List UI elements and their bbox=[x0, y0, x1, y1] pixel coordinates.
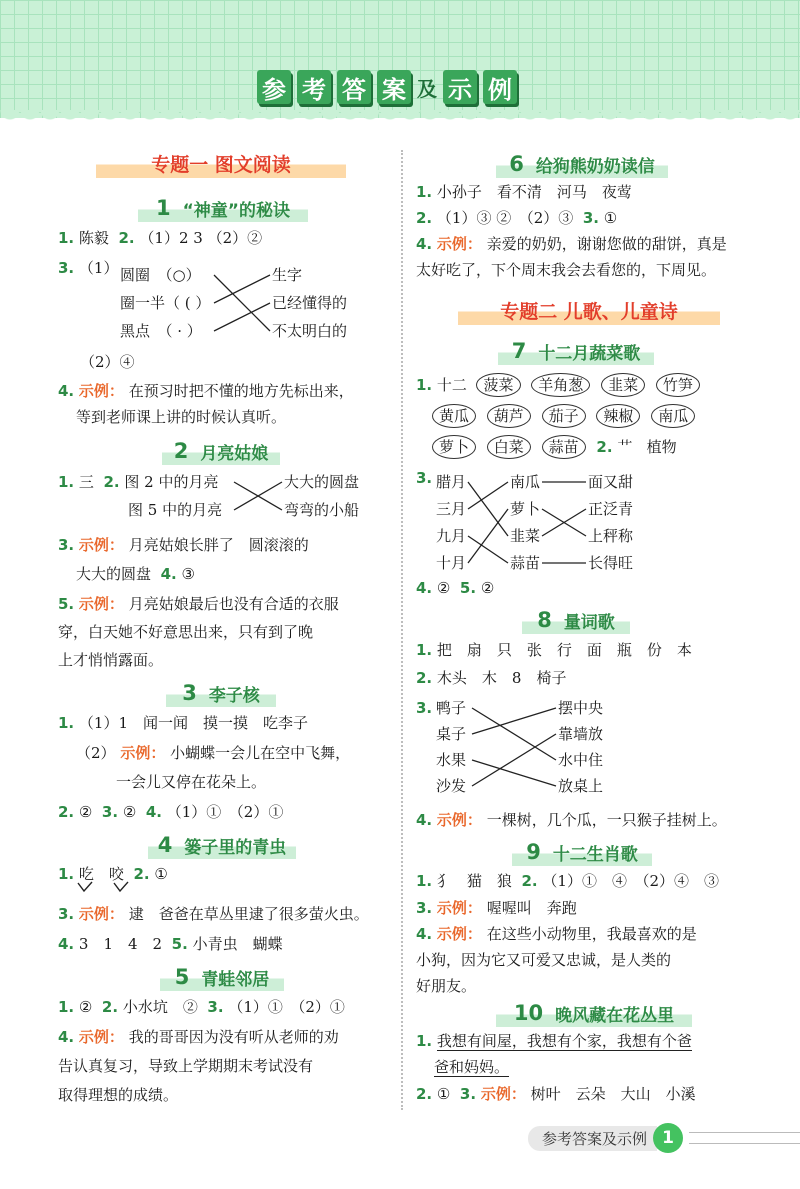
question-number: 2. bbox=[101, 998, 119, 1016]
question-number: 1. bbox=[58, 473, 75, 491]
answer-text: ② bbox=[436, 579, 451, 597]
match-right-item: 放桌上 bbox=[558, 777, 604, 795]
answer-text: 太好吃了，下个周末我会去看您的，下周见。 bbox=[416, 261, 717, 279]
question-number: 3. bbox=[58, 259, 75, 277]
question-number: 4. bbox=[145, 803, 162, 821]
answer-line bbox=[434, 1055, 509, 1079]
answer-text: 陈毅 bbox=[78, 229, 109, 247]
answer-line bbox=[416, 1082, 696, 1106]
question-number: 4. bbox=[416, 925, 433, 943]
answer-text: 小孙子 看不清 河马 夜莺 bbox=[436, 183, 632, 201]
answer-line bbox=[76, 562, 195, 586]
answer-text: 把 扇 只 张 行 面 瓶 份 本 bbox=[436, 641, 692, 659]
question-number: 2. bbox=[118, 229, 135, 247]
answer-text: 艹 bbox=[617, 438, 633, 456]
checkmark-icon bbox=[114, 882, 128, 891]
circled-word: 菠菜 bbox=[476, 373, 520, 397]
lesson-title: 月亮姑娘 bbox=[200, 443, 269, 464]
lesson-number: 1 bbox=[156, 196, 171, 220]
question-number: 1. bbox=[58, 998, 75, 1016]
lesson-title: 量词歌 bbox=[563, 612, 615, 633]
question-number: 3. bbox=[58, 536, 75, 554]
title-char: 示 bbox=[443, 70, 477, 104]
match-left-item: 圆圈 （○） bbox=[120, 266, 201, 284]
example-label: 示例： bbox=[78, 536, 124, 554]
answer-text: （1）① ④ （2）④ ③ bbox=[542, 872, 719, 890]
answer-text: （1）1 闻一闻 摸一摸 吃李子 bbox=[78, 714, 309, 732]
answer-text: ① bbox=[154, 865, 168, 883]
match-right-item: 摆中央 bbox=[558, 699, 604, 717]
topic-heading-2: 专题二 儿歌、儿童诗 bbox=[458, 295, 720, 325]
match-line bbox=[472, 760, 556, 786]
answer-text: 犭 猫 狼 bbox=[436, 872, 512, 890]
answer-text: （2）④ bbox=[80, 353, 135, 371]
page-number: 1 bbox=[653, 1123, 683, 1153]
question-number: 1. bbox=[58, 229, 75, 247]
example-label: 示例： bbox=[78, 905, 124, 923]
match-left-item: 沙发 bbox=[436, 777, 467, 795]
question-number: 1. bbox=[416, 376, 433, 394]
answer-line bbox=[58, 932, 283, 956]
question-number: 2. bbox=[133, 865, 150, 883]
match-line bbox=[472, 734, 556, 786]
answer-text: 喔喔叫 奔跑 bbox=[486, 899, 577, 917]
example-label: 示例： bbox=[436, 811, 482, 829]
circled-word: 羊角葱 bbox=[531, 373, 590, 397]
example-label: 示例： bbox=[120, 744, 166, 762]
lesson-title: “神童”的秘诀 bbox=[182, 200, 290, 221]
match-right-item: 正泛青 bbox=[588, 500, 634, 518]
answer-line bbox=[416, 922, 697, 946]
lesson-number: 9 bbox=[526, 840, 541, 864]
circled-word: 萝卜 bbox=[432, 435, 476, 459]
question-number: 5. bbox=[459, 579, 477, 597]
question-number: 4. bbox=[416, 235, 433, 253]
circled-word: 葫芦 bbox=[487, 404, 531, 428]
lesson-heading-10 bbox=[496, 999, 692, 1027]
answer-text: 告认真复习，导致上学期期末考试没有 bbox=[58, 1057, 314, 1075]
answer-line bbox=[416, 1029, 692, 1053]
match-left-item: 十月 bbox=[436, 554, 467, 572]
lesson-number: 6 bbox=[509, 152, 524, 176]
question-number: 2. bbox=[416, 209, 433, 227]
match-left-item: 腊月 bbox=[436, 473, 467, 491]
page-footer bbox=[528, 1125, 800, 1151]
circled-word: 竹笋 bbox=[656, 373, 700, 397]
footer-rule bbox=[689, 1132, 800, 1144]
circled-word: 辣椒 bbox=[596, 404, 640, 428]
answer-text: （1）① （2）① bbox=[228, 998, 345, 1016]
lesson-title: 十二生肖歌 bbox=[552, 844, 638, 865]
answer-text: 在预习时把不懂的地方先标出来， bbox=[128, 382, 354, 400]
match-right-item: 靠墙放 bbox=[558, 725, 604, 743]
answer-text: ② bbox=[480, 579, 495, 597]
answer-text: ② bbox=[78, 803, 93, 821]
question-number: 5. bbox=[58, 595, 75, 613]
question-number: 1. bbox=[416, 1032, 433, 1050]
checkmark-icon bbox=[78, 882, 92, 891]
answer-text: 爸和妈妈。 bbox=[434, 1058, 510, 1076]
answer-line bbox=[58, 995, 345, 1019]
match-right-item: 生字 bbox=[272, 266, 303, 284]
question-number: 4. bbox=[416, 579, 433, 597]
matching-lines bbox=[58, 0, 458, 600]
answer-text: 亲爱的奶奶，谢谢您做的甜饼，真是 bbox=[486, 235, 727, 253]
title-char: 例 bbox=[483, 70, 517, 104]
title-connector: 及 bbox=[417, 76, 437, 101]
answer-line bbox=[76, 741, 350, 765]
answer-line bbox=[58, 533, 309, 557]
lesson-title: 给狗熊奶奶读信 bbox=[535, 156, 655, 177]
checkmark-icons bbox=[76, 880, 136, 894]
question-number: 3. bbox=[58, 905, 75, 923]
topic-heading-1: 专题一 图文阅读 bbox=[96, 148, 346, 178]
title-char: 答 bbox=[337, 70, 371, 104]
answer-text: ① bbox=[603, 209, 618, 227]
match-mid-item: 南瓜 bbox=[510, 473, 541, 491]
match-right-item: 上秤称 bbox=[588, 527, 634, 545]
question-number: 2. bbox=[596, 438, 613, 456]
answer-text: 十二 bbox=[436, 376, 467, 394]
lesson-number: 7 bbox=[511, 339, 527, 363]
answer-text: 月亮姑娘最后也没有合适的衣服 bbox=[128, 595, 339, 613]
match-right-item: 面又甜 bbox=[588, 473, 634, 491]
question-number: 3. bbox=[459, 1085, 477, 1103]
lesson-number: 10 bbox=[513, 1001, 544, 1025]
answer-text: 等到老师课上讲的时候认真听。 bbox=[76, 408, 287, 426]
answer-text: （1）2 3 （2）② bbox=[139, 229, 263, 247]
answer-text: 上才悄悄露面。 bbox=[58, 651, 164, 669]
lesson-number: 8 bbox=[537, 608, 552, 632]
lesson-heading-5 bbox=[160, 963, 284, 991]
answer-text: 吃 咬 bbox=[78, 865, 124, 883]
match-left-item: 九月 bbox=[436, 527, 467, 545]
answer-text: 一棵树，几个瓜，一只猴子挂树上。 bbox=[486, 811, 727, 829]
match-right-item: 不太明白的 bbox=[272, 322, 348, 340]
answer-text: 小青虫 蝴蝶 bbox=[192, 935, 283, 953]
answer-line bbox=[58, 1025, 339, 1049]
example-label: 示例： bbox=[436, 235, 482, 253]
answer-text: ① bbox=[436, 1085, 451, 1103]
lesson-title: 青蛙邻居 bbox=[201, 969, 270, 990]
footer-label: 参考答案及示例 bbox=[528, 1126, 657, 1151]
question-number: 3. bbox=[416, 899, 433, 917]
example-label: 示例： bbox=[78, 595, 124, 613]
circled-word: 茄子 bbox=[542, 404, 586, 428]
question-number: 5. bbox=[171, 935, 188, 953]
example-label: 示例： bbox=[480, 1085, 526, 1103]
answer-text: 穿，白天她不好意思出来，只有到了晚 bbox=[58, 623, 314, 641]
question-number: 2. bbox=[416, 1085, 433, 1103]
lesson-title: 篓子里的青虫 bbox=[184, 837, 287, 858]
answer-text: 小蝴蝶一会儿在空中飞舞， bbox=[170, 744, 351, 762]
answer-line bbox=[58, 902, 369, 926]
lesson-title: 十二月蔬菜歌 bbox=[538, 343, 641, 364]
lesson-title: 李子核 bbox=[208, 685, 260, 706]
lesson-number: 4 bbox=[157, 833, 173, 857]
question-number-label: 3. bbox=[416, 699, 433, 717]
answer-text: 在这些小动物里，我最喜欢的是 bbox=[486, 925, 697, 943]
answer-text: 逮 爸爸在草丛里逮了很多萤火虫。 bbox=[128, 905, 369, 923]
question-number: 3. bbox=[207, 998, 224, 1016]
match-left-item: 三月 bbox=[436, 500, 467, 518]
question-number: 4. bbox=[58, 1028, 75, 1046]
answer-text: ② bbox=[78, 998, 93, 1016]
circled-word: 韭菜 bbox=[601, 373, 645, 397]
match-left-item: 水果 bbox=[436, 751, 467, 769]
question-number: 1. bbox=[416, 872, 433, 890]
answer-line bbox=[416, 808, 727, 832]
answer-text: 3 1 4 2 bbox=[78, 935, 163, 953]
match-right-item: 长得旺 bbox=[588, 554, 634, 572]
answer-text: 图 5 中的月亮 bbox=[128, 501, 223, 519]
example-label: 示例： bbox=[78, 1028, 124, 1046]
answer-text: 好朋友。 bbox=[416, 977, 477, 995]
answer-text: （1） bbox=[78, 259, 119, 277]
answer-text: （1）① （2）① bbox=[166, 803, 284, 821]
question-number: 1. bbox=[416, 183, 433, 201]
question-number: 1. bbox=[58, 714, 75, 732]
answer-text: 月亮姑娘长胖了 圆滚滚的 bbox=[128, 536, 309, 554]
answer-text: 我的哥哥因为没有听从老师的劝 bbox=[128, 1028, 339, 1046]
answer-text: 我想有间屋，我想有个家，我想有个爸 bbox=[436, 1032, 692, 1050]
answer-text: 大大的圆盘 bbox=[76, 565, 152, 583]
match-line bbox=[472, 708, 556, 760]
answer-text: 小狗，因为它又可爱又忠诚，是人类的 bbox=[416, 951, 672, 969]
question-number: 4. bbox=[58, 935, 75, 953]
lesson-heading-4 bbox=[148, 831, 296, 859]
answer-text: 小水坑 ② bbox=[122, 998, 198, 1016]
example-label: 示例： bbox=[436, 925, 482, 943]
title-char: 参 bbox=[257, 70, 291, 104]
question-number: 4. bbox=[160, 565, 177, 583]
match-right-item: 弯弯的小船 bbox=[284, 501, 360, 519]
answer-line bbox=[416, 896, 577, 920]
match-right-item: 已经懂得的 bbox=[272, 294, 348, 312]
answer-text: 三 bbox=[78, 473, 94, 491]
question-number: 2. bbox=[521, 872, 538, 890]
match-mid-item: 蒜苗 bbox=[510, 554, 541, 572]
match-right-item: 水中住 bbox=[558, 751, 604, 769]
answer-text: 一会儿又停在花朵上。 bbox=[116, 773, 267, 791]
question-number: 2. bbox=[103, 473, 120, 491]
answer-text: 图 2 中的月亮 bbox=[124, 473, 219, 491]
title-char: 考 bbox=[297, 70, 331, 104]
question-number: 4. bbox=[58, 382, 75, 400]
answer-line bbox=[416, 869, 719, 893]
question-number: 1. bbox=[58, 865, 75, 883]
lesson-heading-9 bbox=[512, 838, 652, 866]
answer-text: ② bbox=[122, 803, 137, 821]
answer-line bbox=[58, 711, 308, 735]
question-number: 2. bbox=[58, 803, 75, 821]
answer-line bbox=[58, 800, 283, 824]
answer-text: 木头 木 8 椅子 bbox=[436, 669, 567, 687]
answer-line bbox=[58, 592, 339, 616]
answer-text: （1）③ ② （2）③ bbox=[436, 209, 574, 227]
match-line bbox=[472, 708, 556, 734]
matching-lines bbox=[416, 0, 776, 900]
match-left-item: 鸭子 bbox=[436, 699, 467, 717]
title-char: 案 bbox=[377, 70, 411, 104]
match-left-item: 圈一半（ ( ） bbox=[120, 294, 211, 312]
lesson-number: 5 bbox=[174, 965, 190, 989]
answer-text: 植物 bbox=[646, 438, 677, 456]
question-number-label: 3. bbox=[416, 469, 433, 487]
question-number: 1. bbox=[416, 641, 433, 659]
match-left-item: 黑点 （ · ） bbox=[120, 322, 202, 340]
answer-text: 树叶 云朵 大山 小溪 bbox=[530, 1085, 696, 1103]
circled-word: 南瓜 bbox=[651, 404, 695, 428]
match-mid-item: 韭菜 bbox=[510, 527, 541, 545]
lesson-number: 3 bbox=[182, 681, 197, 705]
circled-word: 蒜苗 bbox=[542, 435, 586, 459]
match-left-item: 桌子 bbox=[436, 725, 467, 743]
circled-word: 黄瓜 bbox=[432, 404, 476, 428]
match-right-item: 大大的圆盘 bbox=[284, 473, 360, 491]
question-number: 3. bbox=[582, 209, 599, 227]
lesson-title: 晚风藏在花丛里 bbox=[555, 1005, 675, 1026]
question-number: 2. bbox=[416, 669, 433, 687]
answer-text: （2） bbox=[76, 744, 116, 762]
answer-text: ③ bbox=[181, 565, 195, 583]
lesson-number: 2 bbox=[173, 439, 189, 463]
example-label: 示例： bbox=[78, 382, 124, 400]
answer-text: 取得理想的成绩。 bbox=[58, 1086, 179, 1104]
match-mid-item: 萝卜 bbox=[510, 500, 541, 518]
circled-word: 白菜 bbox=[487, 435, 531, 459]
example-label: 示例： bbox=[436, 899, 482, 917]
question-number: 4. bbox=[416, 811, 433, 829]
question-number: 3. bbox=[101, 803, 119, 821]
lesson-heading-3 bbox=[166, 679, 276, 707]
